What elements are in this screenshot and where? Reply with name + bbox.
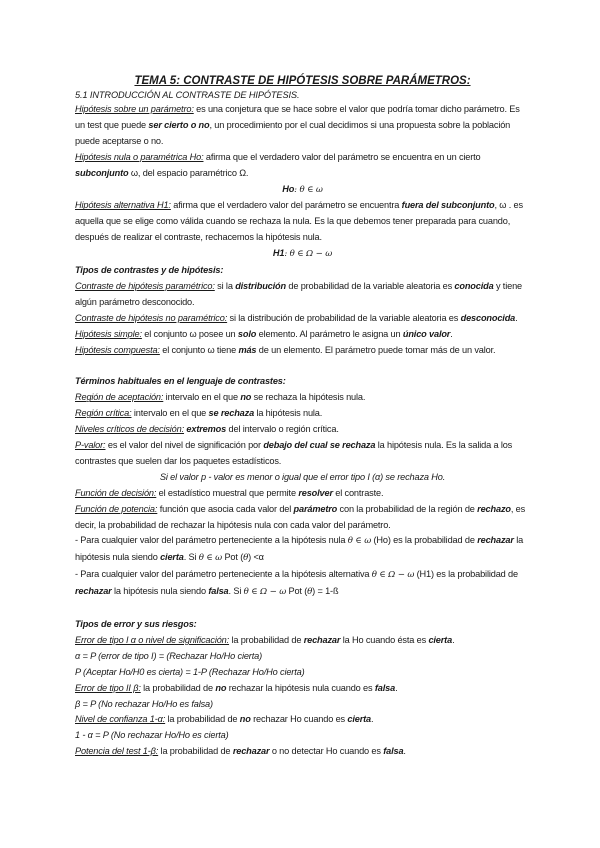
paragraph-region-critica: Región crítica: intervalo en el que se rechaza la hipótesis nula. — [75, 408, 323, 419]
paragraph-p-valor: P-valor: es el valor del nivel de significación por debajo del cual se rechaza la hipótesis nula. Es la salida a los contrastes que suelen dar los paquetes estadísticos. — [75, 440, 513, 466]
paragraph-hipotesis-simple: Hipótesis simple: el conjunto ω posee un solo elemento. Al parámetro le asigna un único valor. — [75, 328, 453, 339]
paragraph-nivel-confianza: Nivel de confianza 1-α: la probabilidad de no rechazar Ho cuando es cierta. — [75, 714, 374, 725]
document-page — [75, 74, 530, 760]
paragraph-funcion-potencia: Función de potencia: función que asocia cada valor del parámetro con la probabilidad de la región de rechazo, es decir, la probabilidad de rechazar la hipótesis nula con cada valor del parámetro. — [75, 503, 526, 530]
section-heading: 5.1 INTRODUCCIÓN AL CONTRASTE DE HIPÓTESIS. — [75, 90, 300, 100]
formula-ho: Ho: θ ∈ ω — [282, 183, 323, 195]
paragraph-potencia-alternativa: - Para cualquier valor del parámetro perteneciente a la hipótesis alternativa θ ∈ Ω − ω (H1) es la probabilidad de rechazar la hipótesis nula siendo falsa. Si θ ∈ Ω − ω Pot (θ) = 1-ß — [75, 569, 518, 598]
spacer — [75, 601, 530, 617]
paragraph-error-tipo-2: Error de tipo II β: la probabilidad de no rechazar la hipótesis nula cuando es falsa. — [75, 682, 398, 693]
paragraph-niveles-criticos: Niveles críticos de decisión: extremos del intervalo o región crítica. — [75, 424, 339, 435]
formula-beta: β = P (No rechazar Ho/Ho es falsa) — [75, 698, 213, 709]
paragraph-contraste-no-parametrico: Contraste de hipótesis no paramétrico: si la distribución de probabilidad de la variable aleatoria es desconocida. — [75, 312, 518, 323]
formula-alpha: α = P (error de tipo I) = (Rechazar Ho/Ho cierta) — [75, 650, 262, 661]
paragraph-hipotesis-parametro: Hipótesis sobre un parámetro: es una conjetura que se hace sobre el valor que podría tomar dicho parámetro. Es un test que puede ser cierto o no, un procedimiento por el cual decidimos si una propuesta sobre la población puede aceptarse o no. — [75, 104, 520, 146]
paragraph-contraste-parametrico: Contraste de hipótesis paramétrico: si la distribución de probabilidad de la variable aleatoria es conocida y tiene algún parámetro desconocido. — [75, 280, 522, 307]
paragraph-potencia-test: Potencia del test 1-β: la probabilidad de rechazar o no detectar Ho cuando es falsa. — [75, 746, 406, 757]
paragraph-hipotesis-compuesta: Hipótesis compuesta: el conjunto ω tiene más de un elemento. El parámetro puede tomar más de un valor. — [75, 344, 496, 355]
paragraph-hipotesis-nula: Hipótesis nula o paramétrica Ho: afirma que el verdadero valor del parámetro se encuentra en un cierto subconjunto ω, del espacio paramétrico Ω. — [75, 151, 481, 178]
paragraph-potencia-nula: - Para cualquier valor del parámetro perteneciente a la hipótesis nula θ ∈ ω (Ho) es la probabilidad de rechazar la hipótesis nula siendo cierta. Si θ ∈ ω Pot (θ) <α — [75, 535, 524, 564]
heading-tipos-error: Tipos de error y sus riesgos: — [75, 618, 197, 629]
spacer — [75, 359, 530, 375]
heading-tipos-contrastes: Tipos de contrastes y de hipótesis: — [75, 265, 224, 276]
formula-confianza: 1 - α = P (No rechazar Ho/Ho es cierta) — [75, 730, 229, 741]
paragraph-region-aceptacion: Región de aceptación: intervalo en el que no se rechaza la hipótesis nula. — [75, 392, 366, 403]
paragraph-funcion-decision: Función de decisión: el estadístico muestral que permite resolver el contraste. — [75, 487, 384, 498]
heading-terminos: Términos habituales en el lenguaje de contrastes: — [75, 376, 286, 387]
paragraph-hipotesis-alternativa: Hipótesis alternativa H1: afirma que el verdadero valor del parámetro se encuentra fuera del subconjunto, ω . es aquella que se elige como válida cuando se rechaza la nula. Es la que debemos tener preparada para cuando, después de realizar el contraste, rechacemos la hipótesis nula. — [75, 200, 523, 243]
page-title: TEMA 5: CONTRASTE DE HIPÓTESIS SOBRE PARÁMETROS: — [134, 75, 471, 87]
paragraph-error-tipo-1: Error de tipo I α o nivel de significación: la probabilidad de rechazar la Ho cuando ésta es cierta. — [75, 634, 455, 645]
formula-h1: H1: θ ∈ Ω − ω — [272, 248, 333, 260]
p-valor-rule: Si el valor p - valor es menor o igual que el error tipo I (α) se rechaza Ho. — [159, 471, 446, 482]
formula-aceptar-ho: P (Aceptar Ho/H0 es cierta) = 1-P (Rechazar Ho/Ho cierta) — [75, 666, 305, 677]
